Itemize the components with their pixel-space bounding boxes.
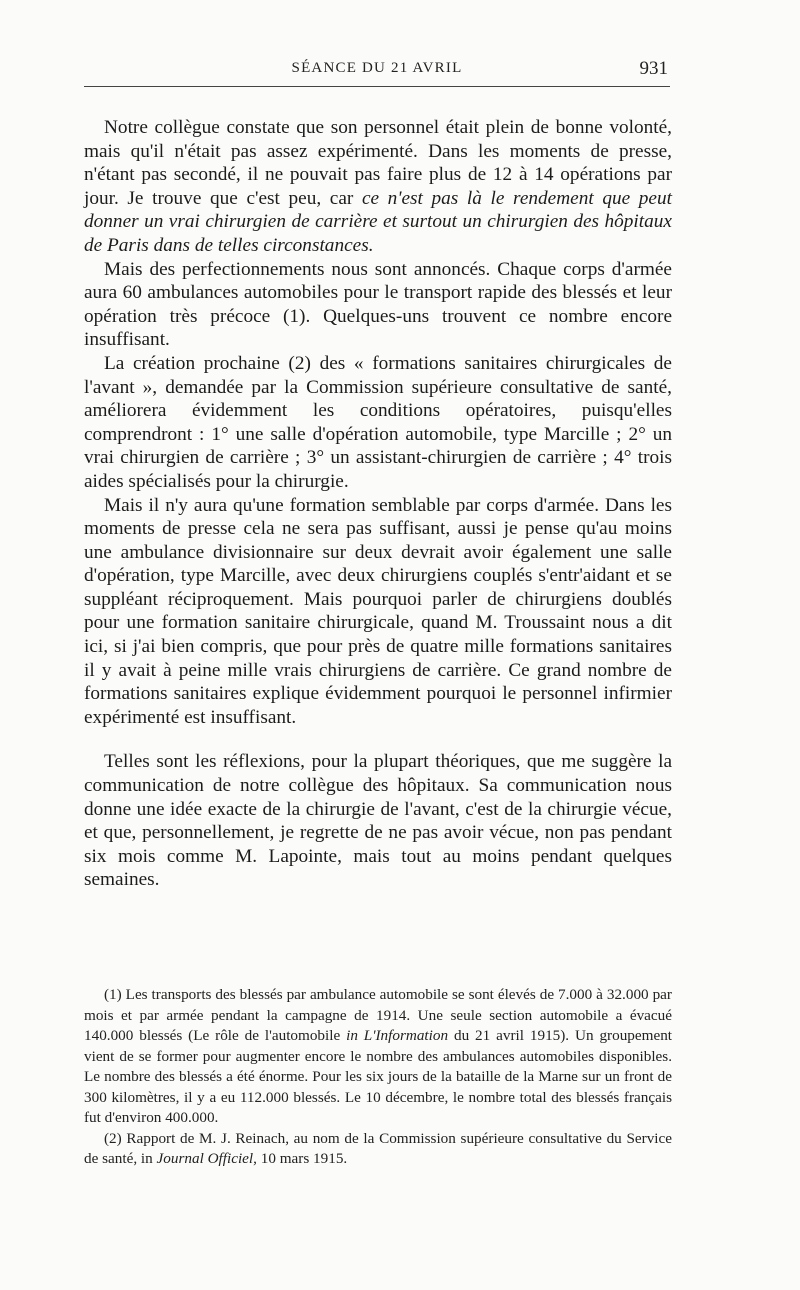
footnote-2 [84,1129,672,1170]
header-rule [84,86,670,87]
paragraph-4: Mais il n'y aura qu'une formation semblable par corps d'armée. Dans les moments de presse cela ne sera pas suffisant, aussi je pense qu'au moins une ambulance divisionnaire sur deux devrait avoir également une salle d'opération, type Marcille, avec deux chirurgiens couplés s'entr'aidant et se suppléant réciproquement. Mais pourquoi parler de chirurgiens doublés pour une formation sanitaire chirurgicale, quand M. Troussaint nous a dit ici, si j'ai bien compris, que pour près de quatre mille formations sanitaires il y avait à peine mille vrais chirurgiens de carrière. Ce grand nombre de formations sanitaires explique évidemment pourquoi le personnel infirmier expérimenté est insuffisant. [84,494,672,728]
footnote-1 [84,985,672,1129]
page-header [84,58,670,88]
footnote-1-text-a: (1) Les transports des blessés par ambulance automobile se sont élevés de 7.000 à 32.000 par mois et par armée pendant la campagne de 1914. Une seule section automobile a évacué 140.000 blessés (Le rôle de l'automobile [84,986,672,1044]
footnotes [84,985,672,1170]
page-number: 931 [639,58,668,79]
footnote-2-text-b: , 10 mars 1915. [253,1150,348,1167]
running-head: SÉANCE DU 21 AVRIL [291,60,463,76]
footnote-1-text-b: du 21 avril 1915). Un groupement vient de se former pour augmenter encore le nombre des ambulances automobiles disponibles. Le nombre des blessés a été énorme. Pour les six jours de la bataille de la Marne sur un front de 300 kilomètres, il y a eu 112.000 blessés. Le 10 décembre, le nombre total des blessés français fut d'environ 400.000. [84,1027,673,1126]
paragraph-1-italic: ce n'est pas là le rendement que peut donner un vrai chirurgien de carrière et surtout un chirurgien des hôpitaux de Paris dans de telles circonstances. [84,187,672,256]
footnote-2-italic: Journal Officiel [156,1150,254,1167]
body-text [84,116,672,892]
paragraph-3: La création prochaine (2) des « formations sanitaires chirurgicales de l'avant », demandée par la Commission supérieure consultative de santé, améliorera évidemment les conditions opératoires, puisqu'elles comprendront : 1° une salle d'opération automobile, type Marcille ; 2° un vrai chirurgien de carrière ; 3° un assistant-chirurgien de carrière ; 4° trois aides spécialisés pour la chirurgie. [84,352,672,492]
paragraph-1-text: Notre collègue constate que son personnel était plein de bonne volonté, mais qu'il n'était pas assez expérimenté. Dans les moments de presse, n'étant pas secondé, il ne pouvait pas faire plus de 12 à 14 opérations par jour. Je trouve que c'est peu, car [84,117,672,209]
paragraph-1 [84,116,672,258]
paragraph-5: Telles sont les réflexions, pour la plupart théoriques, que me suggère la communication de notre collègue des hôpitaux. Sa communication nous donne une idée exacte de la chirurgie de l'avant, c'est de la chirurgie vécue, et que, personnellement, je regrette de ne pas avoir vécue, non pas pendant six mois comme M. Lapointe, mais tout au moins pendant quelques semaines. [84,751,672,891]
footnote-1-italic: in L'Information [346,1027,449,1044]
paragraph-2: Mais des perfectionnements nous sont annoncés. Chaque corps d'armée aura 60 ambulances automobiles pour le transport rapide des blessés et leur opération très précoce (1). Quelques-uns trouvent ce nombre encore insuffisant. [84,258,672,351]
footnote-2-text-a: (2) Rapport de M. J. Reinach, au nom de la Commission supérieure consultative du Service de santé, in [84,1129,672,1167]
